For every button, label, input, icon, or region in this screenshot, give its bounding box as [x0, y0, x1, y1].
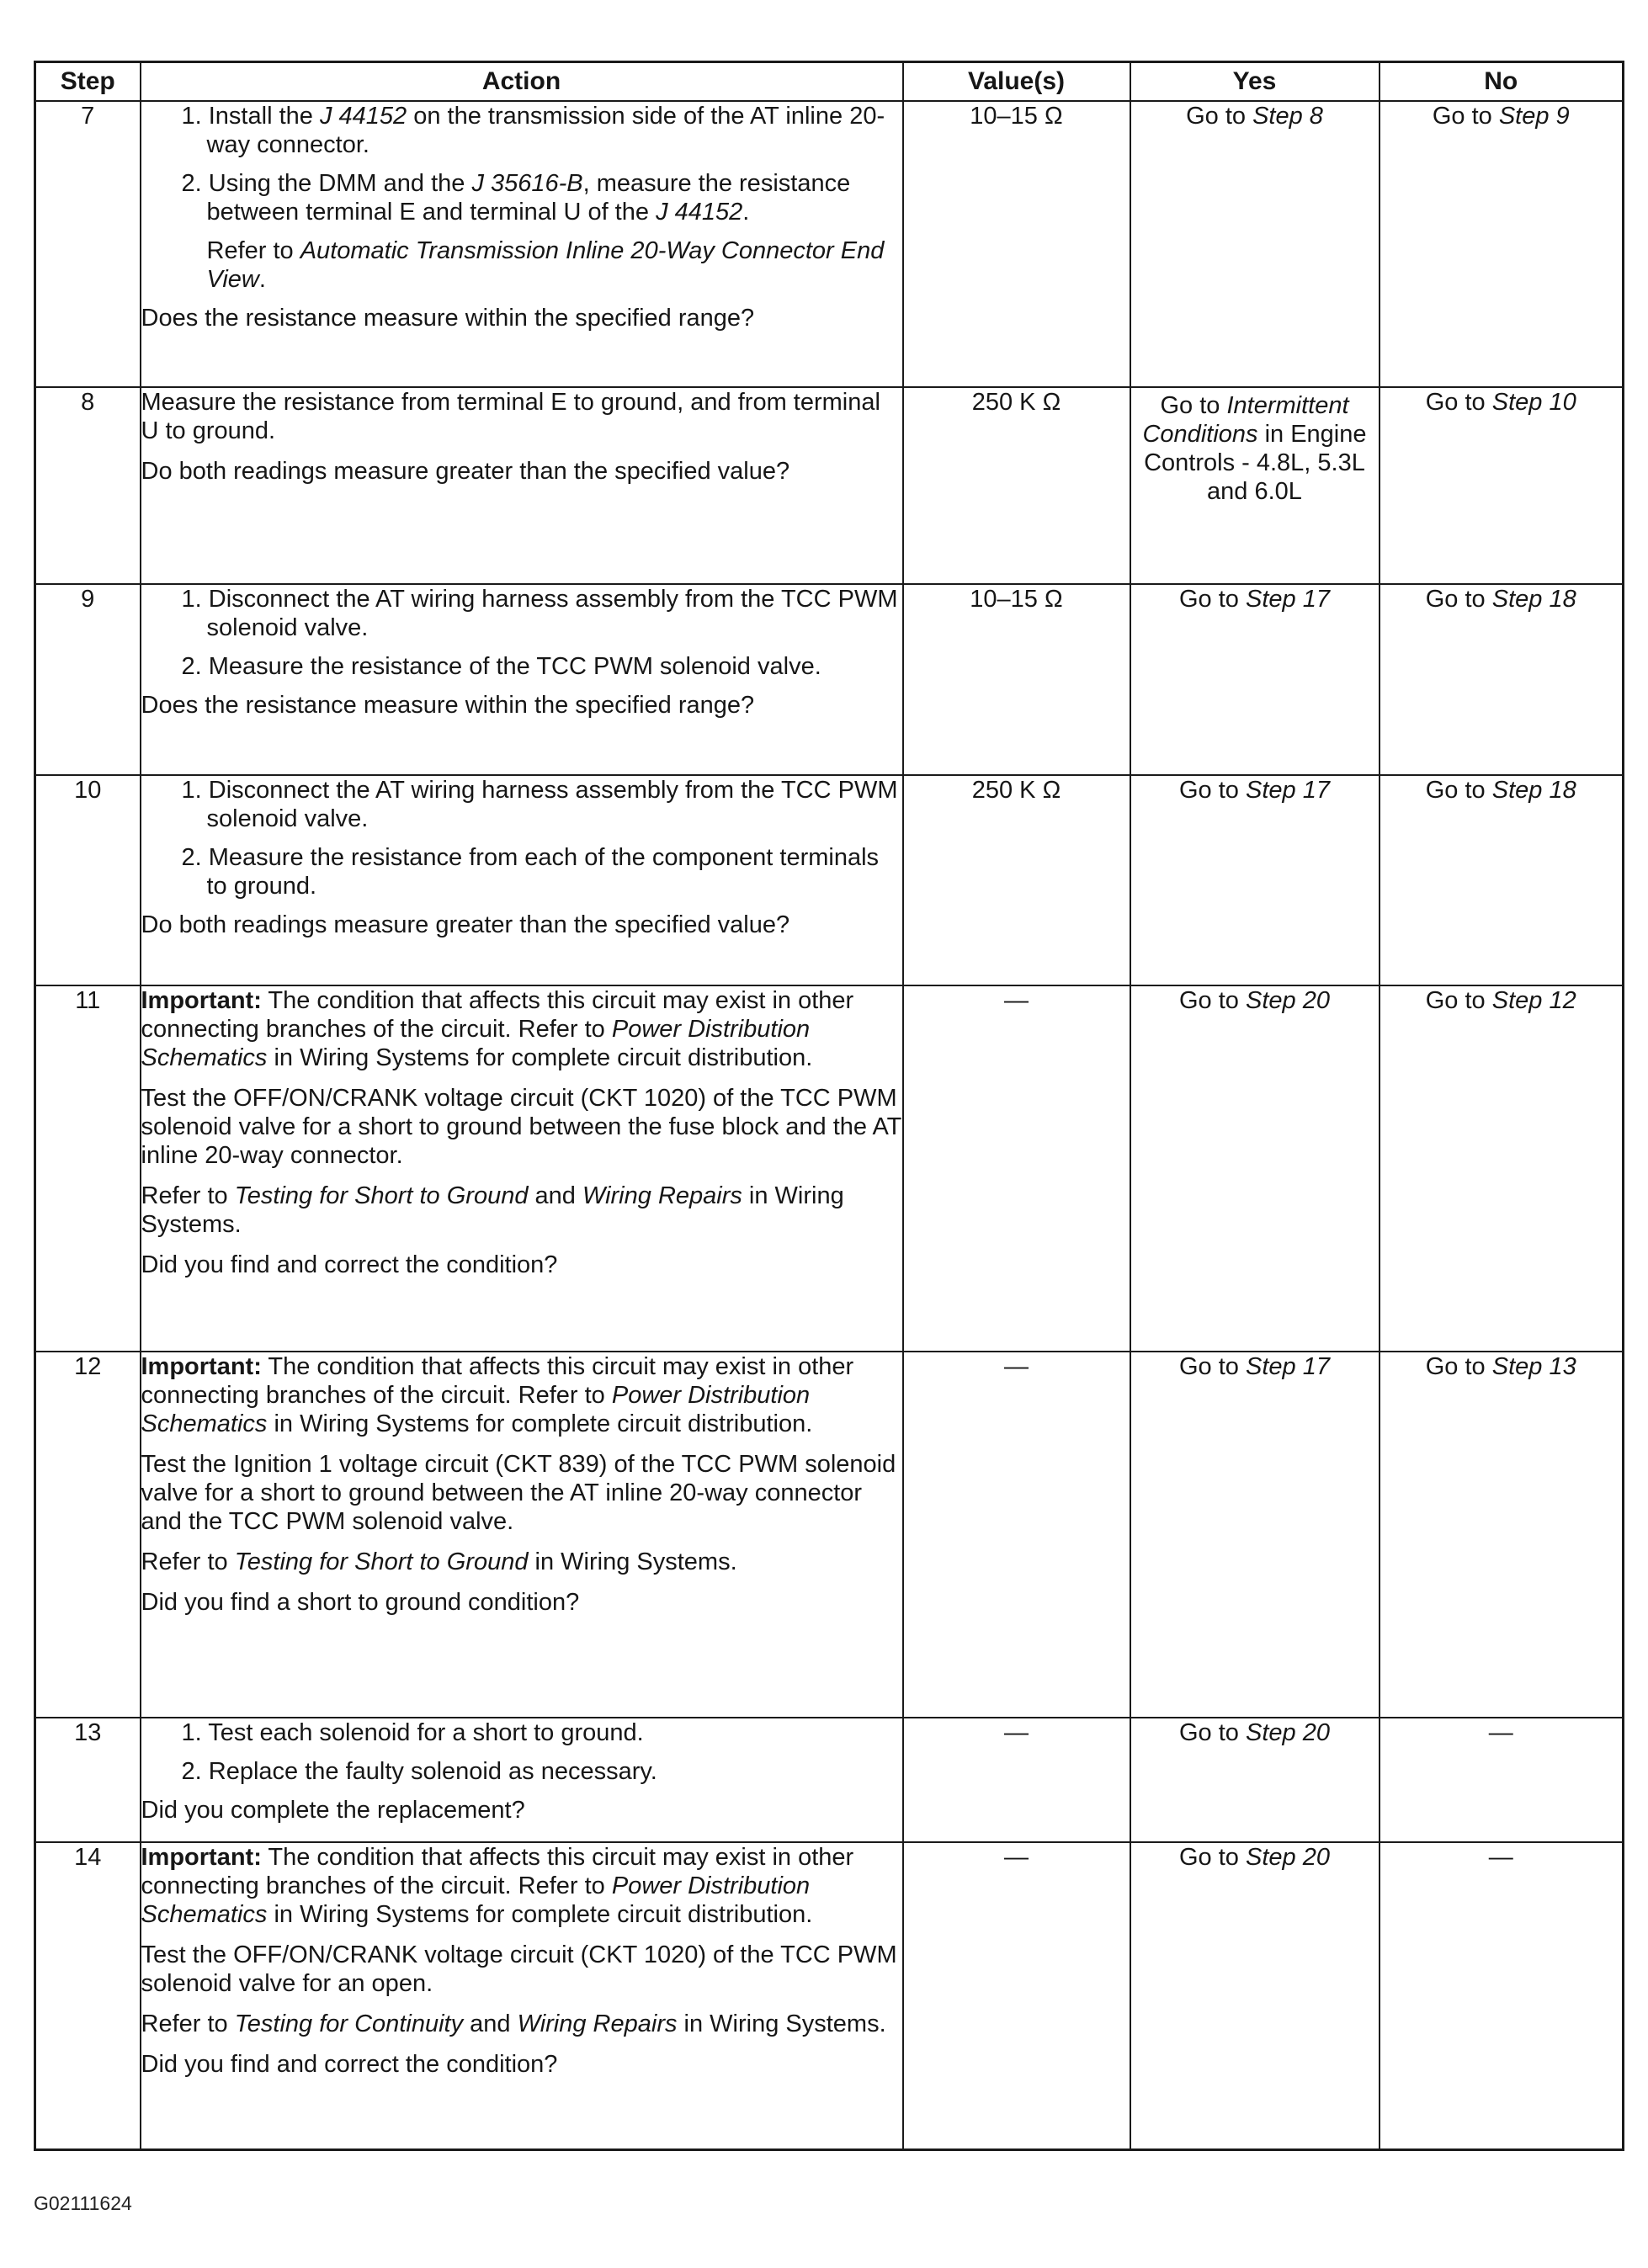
yes-text: Step 20	[1246, 987, 1330, 1014]
action-text: Refer to	[206, 237, 300, 264]
yes-cell	[1130, 1718, 1380, 1842]
header-yes: Yes	[1130, 62, 1380, 102]
action-text: and	[528, 1182, 582, 1209]
no-text: Step 18	[1491, 777, 1576, 804]
table-row	[35, 101, 1624, 387]
list-number: 1.	[181, 103, 209, 130]
step-number: 10	[35, 775, 141, 985]
action-text: in Wiring Systems.	[528, 1548, 737, 1575]
action-text: J 44152	[656, 199, 743, 226]
action-list-item	[141, 1718, 902, 1747]
step-number: 8	[35, 387, 141, 584]
action-list-item	[141, 236, 902, 294]
action-list-item	[141, 585, 902, 642]
action-list	[141, 102, 902, 294]
yes-cell	[1130, 1842, 1380, 2149]
step-number: 7	[35, 101, 141, 387]
action-paragraph	[141, 2050, 902, 2079]
action-text: Do both readings measure greater than the specified value?	[141, 458, 790, 485]
action-cell	[141, 1352, 903, 1718]
action-paragraph	[141, 457, 902, 486]
action-paragraph	[141, 2010, 902, 2038]
action-list	[141, 776, 902, 900]
diagnostic-table	[34, 61, 1624, 2151]
no-text: —	[1488, 1719, 1513, 1746]
no-cell	[1380, 101, 1624, 387]
action-text: , measure the resistance between terminal E and terminal U of the	[206, 170, 851, 226]
list-number: 2.	[181, 653, 209, 680]
header-no: No	[1380, 62, 1624, 102]
action-text: Measure the resistance from terminal E to ground, and from terminal U to ground.	[141, 389, 880, 444]
table-row	[35, 1842, 1624, 2149]
action-text: Wiring Repairs	[517, 2010, 678, 2037]
no-cell	[1380, 387, 1624, 584]
action-text: in Wiring Systems.	[141, 1182, 844, 1238]
action-text: Does the resistance measure within the specified range?	[141, 692, 755, 719]
action-paragraph	[141, 691, 902, 720]
no-cell	[1380, 985, 1624, 1352]
table-row	[35, 1352, 1624, 1718]
action-list-item	[141, 169, 902, 226]
action-list-item	[141, 652, 902, 681]
yes-text: Step 20	[1246, 1844, 1330, 1871]
list-number: 2.	[181, 844, 209, 871]
action-text: Refer to	[141, 1548, 235, 1575]
action-text: Test the Ignition 1 voltage circuit (CKT 839) of the TCC PWM solenoid valve for a short to ground between the AT inline 20-way connector and the TCC PWM solenoid valve.	[141, 1451, 896, 1535]
value-cell: 10–15 Ω	[903, 101, 1130, 387]
action-paragraph	[141, 1941, 902, 1998]
step-number: 13	[35, 1718, 141, 1842]
action-text: in Wiring Systems for complete circuit distribution.	[267, 1901, 813, 1928]
no-text: Go to	[1425, 586, 1492, 613]
list-number: 1.	[181, 777, 209, 804]
yes-text: Step 17	[1246, 777, 1330, 804]
no-text: Step 9	[1498, 103, 1570, 130]
action-text: Disconnect the AT wiring harness assembly from the TCC PWM solenoid valve.	[206, 777, 898, 832]
action-text: Measure the resistance from each of the component terminals to ground.	[206, 844, 880, 900]
action-list-item	[141, 102, 902, 159]
header-step: Step	[35, 62, 141, 102]
table-body	[35, 101, 1624, 2149]
action-text: and	[463, 2010, 518, 2037]
action-paragraph	[141, 1084, 902, 1170]
no-text: Step 13	[1491, 1353, 1576, 1380]
no-text: Go to	[1425, 1353, 1492, 1380]
action-text: Measure the resistance of the TCC PWM solenoid valve.	[208, 653, 821, 680]
table-row	[35, 387, 1624, 584]
no-text: Go to	[1425, 777, 1492, 804]
action-text: J 35616-B	[471, 170, 583, 197]
no-text: Go to	[1432, 103, 1499, 130]
no-text: Step 12	[1491, 987, 1576, 1014]
figure-id: G02111624	[34, 2192, 132, 2214]
action-paragraph	[141, 911, 902, 939]
action-list	[141, 1718, 902, 1786]
action-text: Important:	[141, 1353, 262, 1380]
action-text: Testing for Short to Ground	[234, 1182, 529, 1209]
table-row	[35, 1718, 1624, 1842]
action-text: Test the OFF/ON/CRANK voltage circuit (CKT 1020) of the TCC PWM solenoid valve for an open.	[141, 1941, 897, 1997]
yes-cell	[1130, 584, 1380, 775]
action-text: J 44152	[319, 103, 407, 130]
table-row	[35, 584, 1624, 775]
action-text: Did you find and correct the condition?	[141, 1251, 558, 1278]
action-cell	[141, 985, 903, 1352]
action-paragraph	[141, 1796, 902, 1824]
table-row	[35, 985, 1624, 1352]
value-cell: 250 K Ω	[903, 387, 1130, 584]
action-text: Did you find a short to ground condition?	[141, 1589, 580, 1616]
no-cell	[1380, 1718, 1624, 1842]
value-cell: —	[903, 1718, 1130, 1842]
action-text: Do both readings measure greater than the specified value?	[141, 911, 790, 938]
action-text: Using the DMM and the	[208, 170, 472, 197]
action-paragraph	[141, 1548, 902, 1576]
header-action: Action	[141, 62, 903, 102]
action-text: Does the resistance measure within the specified range?	[141, 305, 755, 332]
action-text: .	[742, 199, 750, 226]
list-number: 1.	[181, 586, 209, 613]
table-header-row	[35, 62, 1624, 102]
no-cell	[1380, 1352, 1624, 1718]
action-cell	[141, 1718, 903, 1842]
action-text: Did you find and correct the condition?	[141, 2051, 558, 2078]
value-cell: —	[903, 1842, 1130, 2149]
no-text: Step 18	[1491, 586, 1576, 613]
step-number: 11	[35, 985, 141, 1352]
action-text: Refer to	[141, 2010, 235, 2037]
action-text: The condition that affects this circuit may exist in other connecting branches of the circuit. Refer to	[141, 1353, 854, 1409]
list-number: 1.	[181, 1719, 209, 1746]
action-paragraph	[141, 1182, 902, 1239]
value-cell: —	[903, 985, 1130, 1352]
action-paragraph	[141, 388, 902, 445]
yes-text: Step 17	[1246, 1353, 1330, 1380]
action-list-item	[141, 776, 902, 833]
action-text: on the transmission side of the AT inline 20-way connector.	[206, 103, 885, 158]
yes-cell	[1130, 985, 1380, 1352]
action-list-item	[141, 1757, 902, 1786]
value-cell: 10–15 Ω	[903, 584, 1130, 775]
yes-text: Go to	[1160, 392, 1227, 419]
value-cell: —	[903, 1352, 1130, 1718]
no-text: Go to	[1425, 389, 1492, 416]
action-text: Test each solenoid for a short to ground.	[208, 1719, 644, 1746]
action-cell	[141, 775, 903, 985]
action-text: Install the	[208, 103, 320, 130]
yes-text: Step 20	[1246, 1719, 1330, 1746]
yes-text: Intermittent Conditions	[1142, 392, 1349, 448]
action-paragraph	[141, 1843, 902, 1929]
header-values: Value(s)	[903, 62, 1130, 102]
action-text: Important:	[141, 987, 262, 1014]
action-text: The condition that affects this circuit may exist in other connecting branches of the circuit. Refer to	[141, 1844, 854, 1899]
action-list	[141, 585, 902, 681]
action-paragraph	[141, 986, 902, 1072]
action-text: in Wiring Systems.	[677, 2010, 886, 2037]
yes-text: Step 17	[1246, 586, 1330, 613]
action-text: Power Distribution Schematics	[141, 1382, 811, 1437]
yes-cell	[1130, 387, 1380, 584]
action-text: Power Distribution Schematics	[141, 1016, 811, 1071]
action-text: Refer to	[141, 1182, 235, 1209]
action-paragraph	[141, 304, 902, 332]
action-cell	[141, 584, 903, 775]
no-cell	[1380, 1842, 1624, 2149]
value-cell: 250 K Ω	[903, 775, 1130, 985]
action-text: Power Distribution Schematics	[141, 1872, 811, 1928]
yes-cell	[1130, 775, 1380, 985]
action-text: Replace the faulty solenoid as necessary.	[208, 1758, 657, 1785]
yes-cell	[1130, 1352, 1380, 1718]
action-cell	[141, 1842, 903, 2149]
action-text: The condition that affects this circuit may exist in other connecting branches of the circuit. Refer to	[141, 987, 854, 1043]
action-text: Test the OFF/ON/CRANK voltage circuit (CKT 1020) of the TCC PWM solenoid valve for a short to ground between the fuse block and the AT inline 20-way connector.	[141, 1085, 901, 1169]
action-text: in Wiring Systems for complete circuit distribution.	[267, 1044, 813, 1071]
no-cell	[1380, 584, 1624, 775]
action-text: Did you complete the replacement?	[141, 1797, 525, 1824]
yes-text: Go to	[1186, 103, 1253, 130]
action-cell	[141, 387, 903, 584]
action-cell	[141, 101, 903, 387]
yes-text: Go to	[1179, 586, 1246, 613]
action-paragraph	[141, 1352, 902, 1438]
action-text: Testing for Continuity	[234, 2010, 464, 2037]
table-row	[35, 775, 1624, 985]
action-paragraph	[141, 1251, 902, 1279]
list-number: 2.	[181, 1758, 209, 1785]
action-text: .	[258, 266, 266, 293]
step-number: 14	[35, 1842, 141, 2149]
yes-text: in Engine Controls - 4.8L, 5.3L and 6.0L	[1144, 421, 1367, 505]
action-paragraph	[141, 1588, 902, 1617]
action-text: Wiring Repairs	[582, 1182, 742, 1209]
yes-text: Go to	[1179, 1719, 1246, 1746]
step-number: 12	[35, 1352, 141, 1718]
action-text: Disconnect the AT wiring harness assembly from the TCC PWM solenoid valve.	[206, 586, 898, 641]
yes-text: Go to	[1179, 987, 1246, 1014]
step-number: 9	[35, 584, 141, 775]
list-number: 2.	[181, 170, 209, 197]
no-text: Go to	[1425, 987, 1492, 1014]
yes-text: Go to	[1179, 1844, 1246, 1871]
action-list-item	[141, 843, 902, 900]
action-text: Automatic Transmission Inline 20-Way Connector End View	[206, 237, 885, 293]
action-text: Testing for Short to Ground	[234, 1548, 529, 1575]
no-text: Step 10	[1491, 389, 1576, 416]
yes-text: Go to	[1179, 777, 1246, 804]
yes-cell	[1130, 101, 1380, 387]
action-text: Important:	[141, 1844, 262, 1871]
action-text: in Wiring Systems for complete circuit distribution.	[267, 1410, 813, 1437]
yes-text: Step 8	[1252, 103, 1323, 130]
yes-text: Go to	[1179, 1353, 1246, 1380]
no-text: —	[1488, 1844, 1513, 1871]
action-paragraph	[141, 1450, 902, 1536]
no-cell	[1380, 775, 1624, 985]
